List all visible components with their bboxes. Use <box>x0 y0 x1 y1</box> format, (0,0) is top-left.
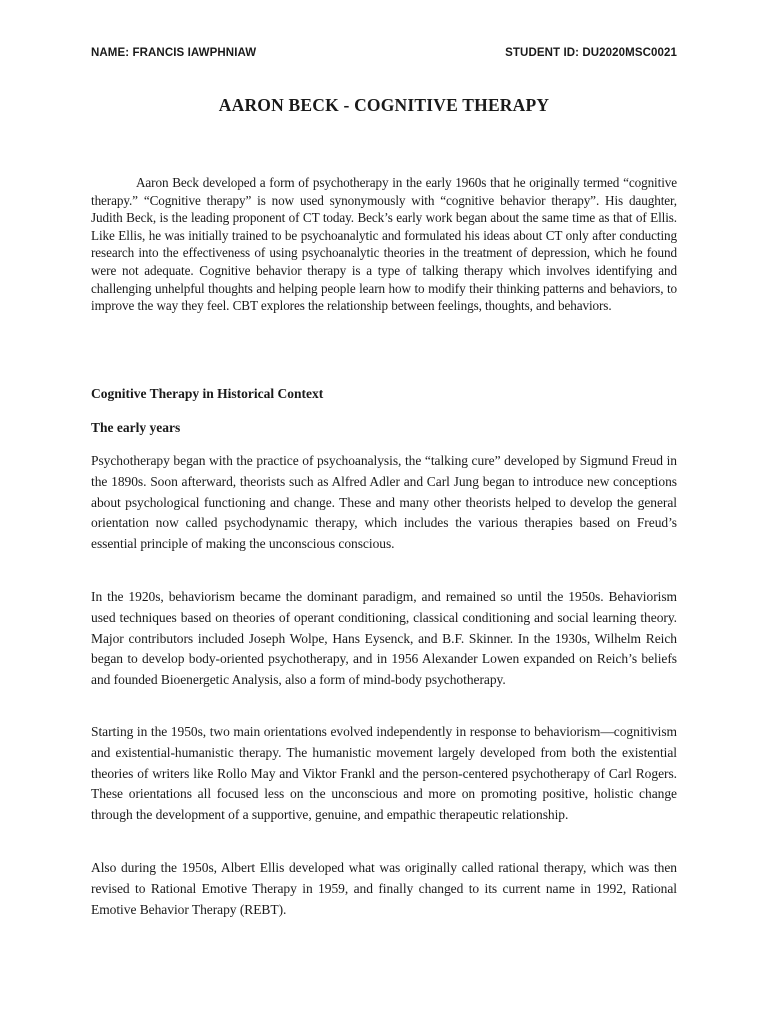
intro-paragraph: Aaron Beck developed a form of psychotherapy in the early 1960s that he originally termed “cognitive therapy.” “Cognitive therapy” is now used synonymously with “cognitive behavior therapy”. His daughter, Judith Beck, is the leading proponent of CT today. Beck’s early work began about the same time as that of Ellis. Like Ellis, he was initially trained to be psychoanalytic and formulated his ideas about CT only after conducting research into the effectiveness of using psychoanalytic theories in the treatment of depression, which he found were not adequate. Cognitive behavior therapy is a type of talking therapy which involves identifying and challenging unhelpful thoughts and helping people learn how to modify their thinking patterns and behaviors, to improve the way they feel. CBT explores the relationship between feelings, thoughts, and behaviors. <box>91 175 677 314</box>
paragraph-rebt: Also during the 1950s, Albert Ellis developed what was originally called rational therapy, which was then revised to Rational Emotive Therapy in 1959, and finally changed to its current name in 1992, Rational Emotive Behavior Therapy (REBT). <box>91 860 677 917</box>
section-heading-early-years: The early years <box>91 420 181 435</box>
paragraph-behaviorism: In the 1920s, behaviorism became the dominant paradigm, and remained so until the 1950s. Behaviorism used techniques based on theories of operant conditioning, classical conditioning and social learning theory. Major contributors included Joseph Wolpe, Hans Eysenck, and B.F. Skinner. In the 1930s, Wilhelm Reich began to develop body-oriented psychotherapy, and in 1956 Alexander Lowen expanded on Reich’s beliefs and founded Bioenergetic Analysis, also a form of mind-body psychotherapy. <box>91 589 677 688</box>
student-id: STUDENT ID: DU2020MSC0021 <box>505 47 677 59</box>
document-title: AARON BECK - COGNITIVE THERAPY <box>218 95 550 115</box>
student-name: NAME: FRANCIS IAWPHNIAW <box>91 47 257 59</box>
section-heading-historical-context: Cognitive Therapy in Historical Context <box>91 386 324 401</box>
page-header <box>91 47 677 59</box>
paragraph-psychoanalysis: Psychotherapy began with the practice of psychoanalysis, the “talking cure” developed by Sigmund Freud in the 1890s. Soon afterward, theorists such as Alfred Adler and Carl Jung began to introduce new conceptions about psychological functioning and change. These and many other theorists helped to develop the general orientation now called psychodynamic therapy, which includes the various therapies based on Freud’s essential principle of making the unconscious conscious. <box>91 453 677 552</box>
paragraph-humanistic: Starting in the 1950s, two main orientations evolved independently in response to behaviorism—cognitivism and existential-humanistic therapy. The humanistic movement largely developed from both the existential theories of writers like Rollo May and Viktor Frankl and the person-centered psychotherapy of Carl Rogers. These orientations all focused less on the unconscious and more on promoting positive, holistic change through the development of a supportive, genuine, and empathic therapeutic relationship. <box>91 724 677 823</box>
